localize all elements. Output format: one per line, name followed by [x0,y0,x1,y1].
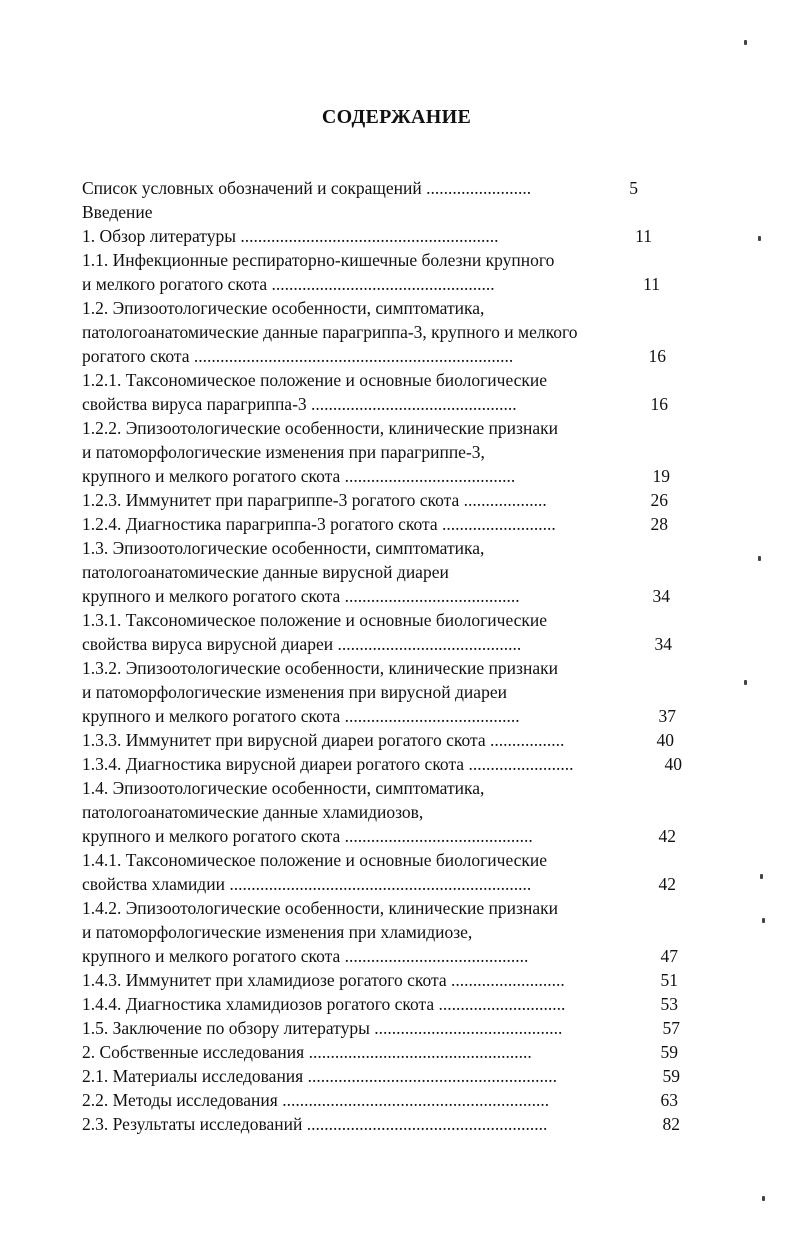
toc-entry-text: крупного и мелкого рогатого скота ........................................... [82,826,533,846]
toc-entry [82,872,682,896]
toc-entry-page-number: 26 [650,490,668,510]
toc-entry-text: 1.3. Эпизоотологические особенности, симптоматика, [82,538,485,558]
toc-entry [82,248,682,272]
table-of-contents [82,176,682,1136]
toc-entry [82,272,682,296]
toc-entry [82,536,682,560]
toc-entry-text: 1.4. Эпизоотологические особенности, симптоматика, [82,778,485,798]
toc-entry-text: рогатого скота ......................................................................... [82,346,514,366]
toc-entry-page-number: 53 [660,994,678,1014]
toc-entry-text: 2. Собственные исследования ................................................... [82,1042,532,1062]
toc-entry-text: 2.3. Результаты исследований ....................................................... [82,1114,548,1134]
toc-entry-page-number: 40 [656,730,674,750]
toc-entry-text: 1.4.2. Эпизоотологические особенности, клинические признаки [82,898,558,918]
toc-entry-page-number: 51 [660,970,678,990]
toc-entry-page-number: 37 [658,706,676,726]
toc-entry-text: патологоанатомические данные вирусной диареи [82,562,449,582]
toc-entry-page-number: 28 [650,514,668,534]
toc-entry-page-number: 34 [652,586,670,606]
toc-entry-text: 1.2.2. Эпизоотологические особенности, клинические признаки [82,418,558,438]
toc-entry-text: 1.2. Эпизоотологические особенности, симптоматика, [82,298,485,318]
toc-entry [82,728,682,752]
toc-entry [82,992,682,1016]
toc-entry [82,368,682,392]
toc-entry-text: и патоморфологические изменения при парагриппе-3, [82,442,485,462]
toc-entry-text: 1.2.4. Диагностика парагриппа-3 рогатого скота .......................... [82,514,556,534]
toc-entry-text: 1.3.2. Эпизоотологические особенности, клинические признаки [82,658,558,678]
toc-entry-page-number: 16 [650,394,668,414]
toc-entry [82,704,682,728]
toc-entry-page-number: 11 [643,274,660,294]
toc-entry [82,776,682,800]
toc-entry [82,440,682,464]
toc-entry-text: патологоанатомические данные парагриппа-3, крупного и мелкого [82,322,578,342]
toc-entry [82,1112,682,1136]
toc-entry [82,488,682,512]
toc-entry [82,560,682,584]
toc-entry-page-number: 63 [660,1090,678,1110]
toc-entry-page-number: 57 [662,1018,680,1038]
toc-entry-text: крупного и мелкого рогатого скота ........................................ [82,706,520,726]
toc-entry [82,920,682,944]
toc-entry-text: 2.2. Методы исследования ............................................................. [82,1090,550,1110]
toc-entry-page-number: 82 [662,1114,680,1134]
toc-entry [82,512,682,536]
toc-entry-text: и патоморфологические изменения при вирусной диареи [82,682,507,702]
toc-entry [82,1088,682,1112]
toc-entry-page-number: 42 [658,826,676,846]
toc-entry-text: крупного и мелкого рогатого скота ........................................ [82,586,520,606]
toc-entry [82,200,682,224]
toc-entry-text: 1.2.1. Таксономическое положение и основные биологические [82,370,548,390]
toc-entry [82,680,682,704]
toc-entry [82,392,682,416]
toc-entry-page-number: 40 [664,754,682,774]
toc-entry-text: и патоморфологические изменения при хламидиозе, [82,922,473,942]
toc-entry [82,1064,682,1088]
toc-entry-text: 1.4.1. Таксономическое положение и основные биологические [82,850,548,870]
toc-entry [82,176,682,200]
toc-entry [82,752,682,776]
toc-entry-text: свойства вируса парагриппа-3 ............................................... [82,394,517,414]
toc-entry-page-number: 19 [652,466,670,486]
toc-entry-text: патологоанатомические данные хламидиозов, [82,802,424,822]
toc-entry [82,944,682,968]
toc-entry [82,632,682,656]
toc-entry-text: 1.1. Инфекционные респираторно-кишечные болезни крупного [82,250,555,270]
toc-entry-page-number: 5 [629,178,638,198]
toc-entry-text: 1.5. Заключение по обзору литературы ........................................... [82,1018,563,1038]
toc-entry-page-number: 34 [654,634,672,654]
toc-entry-page-number: 47 [660,946,678,966]
toc-entry [82,656,682,680]
toc-entry [82,968,682,992]
page-title: СОДЕРЖАНИЕ [321,106,472,128]
toc-entry [82,584,682,608]
toc-entry-text: 1.3.3. Иммунитет при вирусной диареи рогатого скота ................. [82,730,565,750]
toc-entry-text: и мелкого рогатого скота ................................................... [82,274,495,294]
toc-entry [82,896,682,920]
toc-entry-page-number: 59 [662,1066,680,1086]
toc-entry-text: свойства хламидии ..................................................................... [82,874,532,894]
toc-entry [82,344,682,368]
toc-entry-page-number: 59 [660,1042,678,1062]
toc-entry-text: Список условных обозначений и сокращений ........................ [82,178,532,198]
toc-entry-text: 1.4.4. Диагностика хламидиозов рогатого скота ............................. [82,994,566,1014]
toc-entry [82,800,682,824]
toc-entry [82,320,682,344]
toc-entry [82,1016,682,1040]
toc-entry [82,1040,682,1064]
toc-entry-page-number: 42 [658,874,676,894]
toc-entry-page-number: 11 [635,226,652,246]
toc-entry-text: 1.3.4. Диагностика вирусной диареи рогатого скота ........................ [82,754,574,774]
toc-entry [82,608,682,632]
toc-entry-text: 2.1. Материалы исследования ......................................................... [82,1066,557,1086]
toc-entry-text: 1.2.3. Иммунитет при парагриппе-3 рогатого скота ................... [82,490,547,510]
toc-entry-text: Введение [82,202,153,222]
toc-entry-text: 1. Обзор литературы ........................................................... [82,226,499,246]
toc-entry-text: свойства вируса вирусной диареи .......................................... [82,634,522,654]
toc-entry [82,464,682,488]
toc-entry-page-number: 16 [648,346,666,366]
toc-entry [82,848,682,872]
toc-entry-text: 1.3.1. Таксономическое положение и основные биологические [82,610,548,630]
toc-entry [82,416,682,440]
toc-entry-text: крупного и мелкого рогатого скота ....................................... [82,466,516,486]
toc-entry [82,824,682,848]
toc-entry-text: крупного и мелкого рогатого скота .......................................... [82,946,529,966]
toc-entry [82,224,682,248]
toc-entry [82,296,682,320]
toc-entry-text: 1.4.3. Иммунитет при хламидиозе рогатого скота .......................... [82,970,565,990]
